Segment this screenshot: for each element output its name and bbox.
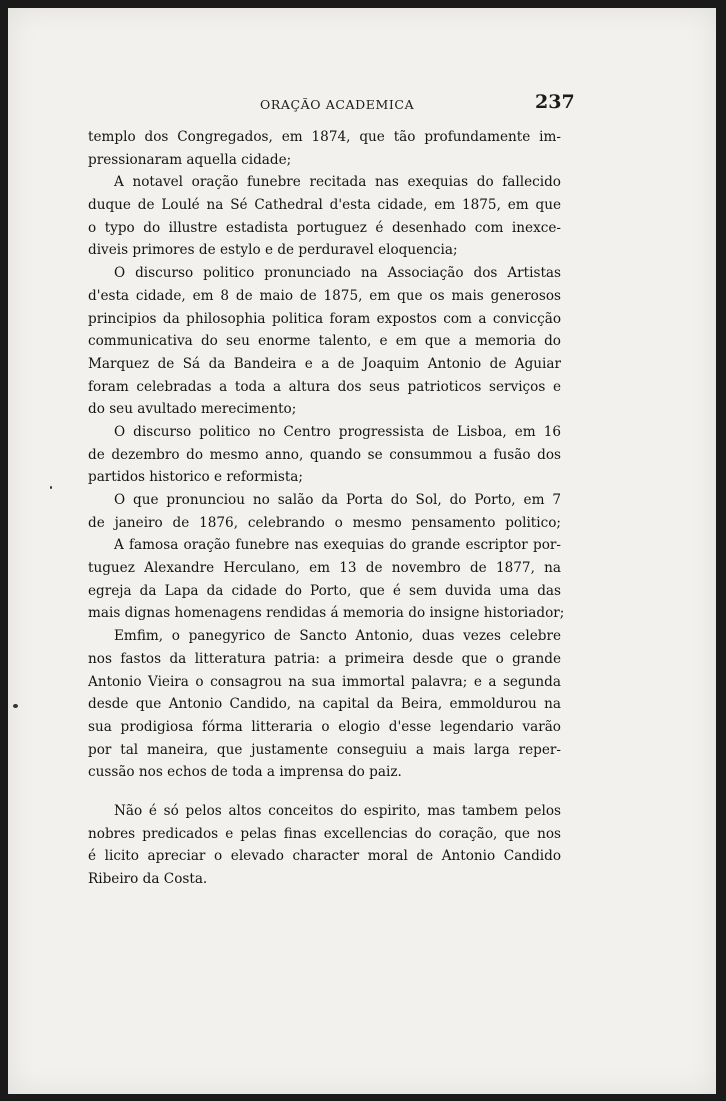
margin-ink-dot <box>13 704 18 708</box>
text-line: partidos historico e reformista; <box>88 469 303 486</box>
text-line: Marquez de Sá da Bandeira e a de Joaquim Antonio de Aguiar <box>88 355 561 372</box>
text-line: principios da philosophia politica foram expostos com a convicção <box>88 310 561 327</box>
text-line: por tal maneira, que justamente conseguiu a mais larga reper- <box>88 741 561 758</box>
text-line: egreja da Lapa da cidade do Porto, que é sem duvida uma das <box>88 582 561 599</box>
text-line: mais dignas homenagens rendidas á memoria do insigne historiador; <box>88 605 565 622</box>
text-line: O discurso politico no Centro progressista de Lisboa, em 16 <box>114 423 561 440</box>
page-header <box>8 91 716 119</box>
text-line: cussão nos echos de toda a imprensa do paiz. <box>88 764 402 781</box>
text-line: desde que Antonio Candido, na capital da Beira, emmoldurou na <box>88 696 561 713</box>
page-number: 237 <box>535 91 575 113</box>
text-line: Antonio Vieira o consagrou na sua immortal palavra; e a segunda <box>88 673 561 690</box>
text-line: nos fastos da litteratura patria: a primeira desde que o grande <box>88 650 561 667</box>
text-line: Não é só pelos altos conceitos do espirito, mas tambem pelos <box>114 802 561 819</box>
text-line: foram celebradas a toda a altura dos seus patrioticos serviços e <box>88 378 561 395</box>
text-line: duque de Loulé na Sé Cathedral d'esta cidade, em 1875, em que <box>88 197 561 214</box>
text-line: templo dos Congregados, em 1874, que tão profundamente im- <box>88 129 561 145</box>
text-line: communicativa do seu enorme talento, e em que a memoria do <box>88 333 561 350</box>
text-line: A notavel oração funebre recitada nas exequias do fallecido <box>114 174 561 191</box>
text-line: sua prodigiosa fórma litteraria o elogio d'esse legendario varão <box>88 718 561 735</box>
text-line: o typo do illustre estadista portuguez é desenhado com inexce- <box>88 219 561 236</box>
text-line: é licito apreciar o elevado character moral de Antonio Candido <box>88 848 561 865</box>
body-text <box>88 126 565 891</box>
text-line: d'esta cidade, em 8 de maio de 1875, em que os mais generosos <box>88 287 561 304</box>
text-line: O que pronunciou no salão da Porta do Sol, do Porto, em 7 <box>114 492 561 508</box>
text-line: Ribeiro da Costa. <box>88 871 208 887</box>
text-line: do seu avultado merecimento; <box>88 401 297 418</box>
text-line: pressionaram aquella cidade; <box>88 151 292 168</box>
text-line: tuguez Alexandre Herculano, em 13 de novembro de 1877, na <box>88 560 561 577</box>
text-line: A famosa oração funebre nas exequias do grande escriptor por- <box>114 537 561 554</box>
running-title: ORAÇÃO ACADEMICA <box>260 97 415 112</box>
text-line: Emfim, o panegyrico de Sancto Antonio, duas vezes celebre <box>114 628 561 645</box>
book-page <box>8 8 716 1094</box>
margin-ink-dot <box>50 486 52 489</box>
text-line: de janeiro de 1876, celebrando o mesmo pensamento politico; <box>88 514 561 531</box>
text-line: nobres predicados e pelas finas excellencias do coração, que nos <box>88 825 561 842</box>
paragraph-gap <box>88 784 561 800</box>
text-line: de dezembro do mesmo anno, quando se consummou a fusão dos <box>88 446 561 463</box>
text-line: diveis primores de estylo e de perduravel eloquencia; <box>88 242 458 259</box>
text-line: O discurso politico pronunciado na Associação dos Artistas <box>114 265 561 282</box>
